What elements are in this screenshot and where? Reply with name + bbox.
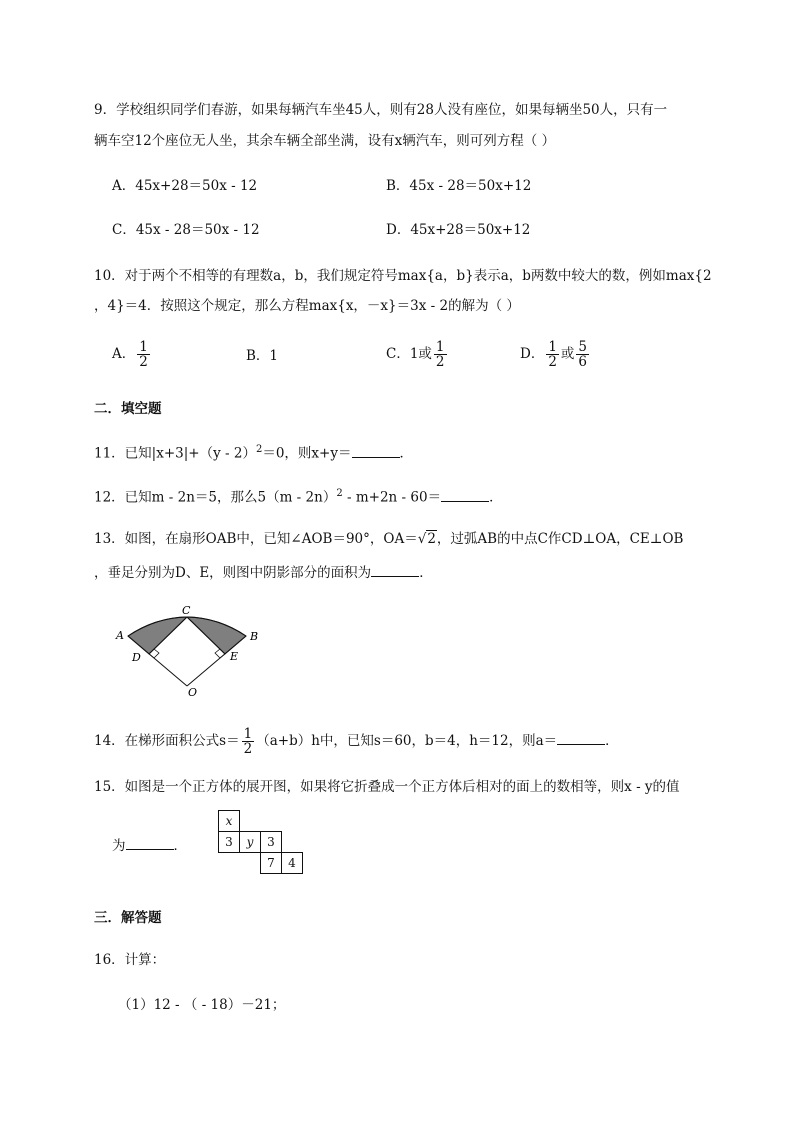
sector-figure [110, 600, 270, 700]
answer-blank[interactable] [371, 562, 419, 577]
q15-line2: 为 ． [112, 835, 187, 856]
cube-net [218, 810, 303, 874]
q9-option-c: C．45x - 28＝50x - 12 [112, 222, 260, 238]
q9-line1: 9．学校组织同学们春游，如果每辆汽车坐45人，则有28人没有座位，如果每辆坐50人，只有一 [94, 102, 668, 118]
q10-option-a: A． $\frac{1}{2}$ [112, 339, 148, 370]
q10-line2: ，4}＝4．按照这个规定，那么方程max{x，－x}＝3x - 2的解为（ ） [94, 298, 520, 314]
q10-line1: 10．对于两个不相等的有理数a，b，我们规定符号max{a，b}表示a，b两数中较大的数，例如max{2 [94, 268, 712, 284]
fraction: $\frac{5}{6}$ [578, 339, 588, 370]
net-cell-y: y [240, 832, 261, 853]
section-answer-title: 三．解答题 [94, 910, 162, 926]
net-cell: 3 [219, 832, 240, 853]
label-e: E [230, 650, 239, 663]
answer-blank[interactable] [352, 443, 400, 458]
q11: 11．已知|x+3|+（y - 2）$^2$＝0，则x+y＝ ． [94, 444, 413, 462]
q15-line1: 15．如图是一个正方体的展开图，如果将它折叠成一个正方体后相对的面上的数相等，则x - y的值 [94, 779, 680, 795]
shaded-region-right [187, 617, 246, 654]
section-fill-in-title: 二．填空题 [94, 401, 162, 417]
net-cell: 4 [282, 853, 303, 874]
fraction: $\frac{1}{2}$ [435, 339, 445, 370]
label-c: C [182, 604, 191, 617]
q13-line2: ，垂足分别为D、E，则图中阴影部分的面积为 ． [94, 562, 433, 583]
q12: 12．已知m - 2n＝5，那么5（m - 2n）$^2$ - m+2n - 60＝ ． [94, 488, 503, 506]
q10-option-c: C．1或 $\frac{1}{2}$ [386, 339, 445, 370]
net-cell: 3 [261, 832, 282, 853]
q16-part1: （1）12 - （ - 18）－21； [118, 997, 286, 1013]
fraction: $\frac{1}{2}$ [243, 726, 253, 757]
label-a: A [116, 629, 124, 642]
q9-line2: 辆车空12个座位无人坐，其余车辆全部坐满，设有x辆汽车，则可列方程（ ） [94, 133, 556, 149]
label-b: B [250, 630, 259, 643]
q9-option-d: D．45x+28＝50x+12 [386, 222, 531, 238]
q9-option-a: A．45x+28＝50x - 12 [112, 178, 258, 194]
answer-blank[interactable] [557, 730, 605, 745]
answer-blank[interactable] [126, 835, 174, 850]
q13-line1: 13．如图，在扇形OAB中，已知∠AOB＝90°，OA＝√2，过弧AB的中点C作CD⊥OA，CE⊥OB [94, 531, 684, 547]
q14: 14．在梯形面积公式s＝ $\frac{1}{2}$ （a+b）h中，已知s＝60，b＝4，h＝12，则a＝ ． [94, 726, 619, 757]
shaded-region-left [128, 617, 187, 654]
fraction: $\frac{1}{2}$ [548, 339, 557, 370]
label-o: O [188, 686, 198, 699]
net-cell: 7 [261, 853, 282, 874]
net-cell-x: x [219, 811, 240, 832]
label-d: D [132, 651, 141, 664]
answer-blank[interactable] [441, 487, 489, 502]
q16-title: 16．计算： [94, 952, 166, 968]
sqrt-symbol: √2 [417, 531, 436, 547]
q10-option-d: D． $\frac{1}{2}$ 或 $\frac{5}{6}$ [520, 339, 588, 370]
q9-option-b: B．45x - 28＝50x+12 [386, 178, 532, 194]
q10-option-b: B．1 [246, 348, 279, 364]
fraction: $\frac{1}{2}$ [139, 339, 148, 370]
